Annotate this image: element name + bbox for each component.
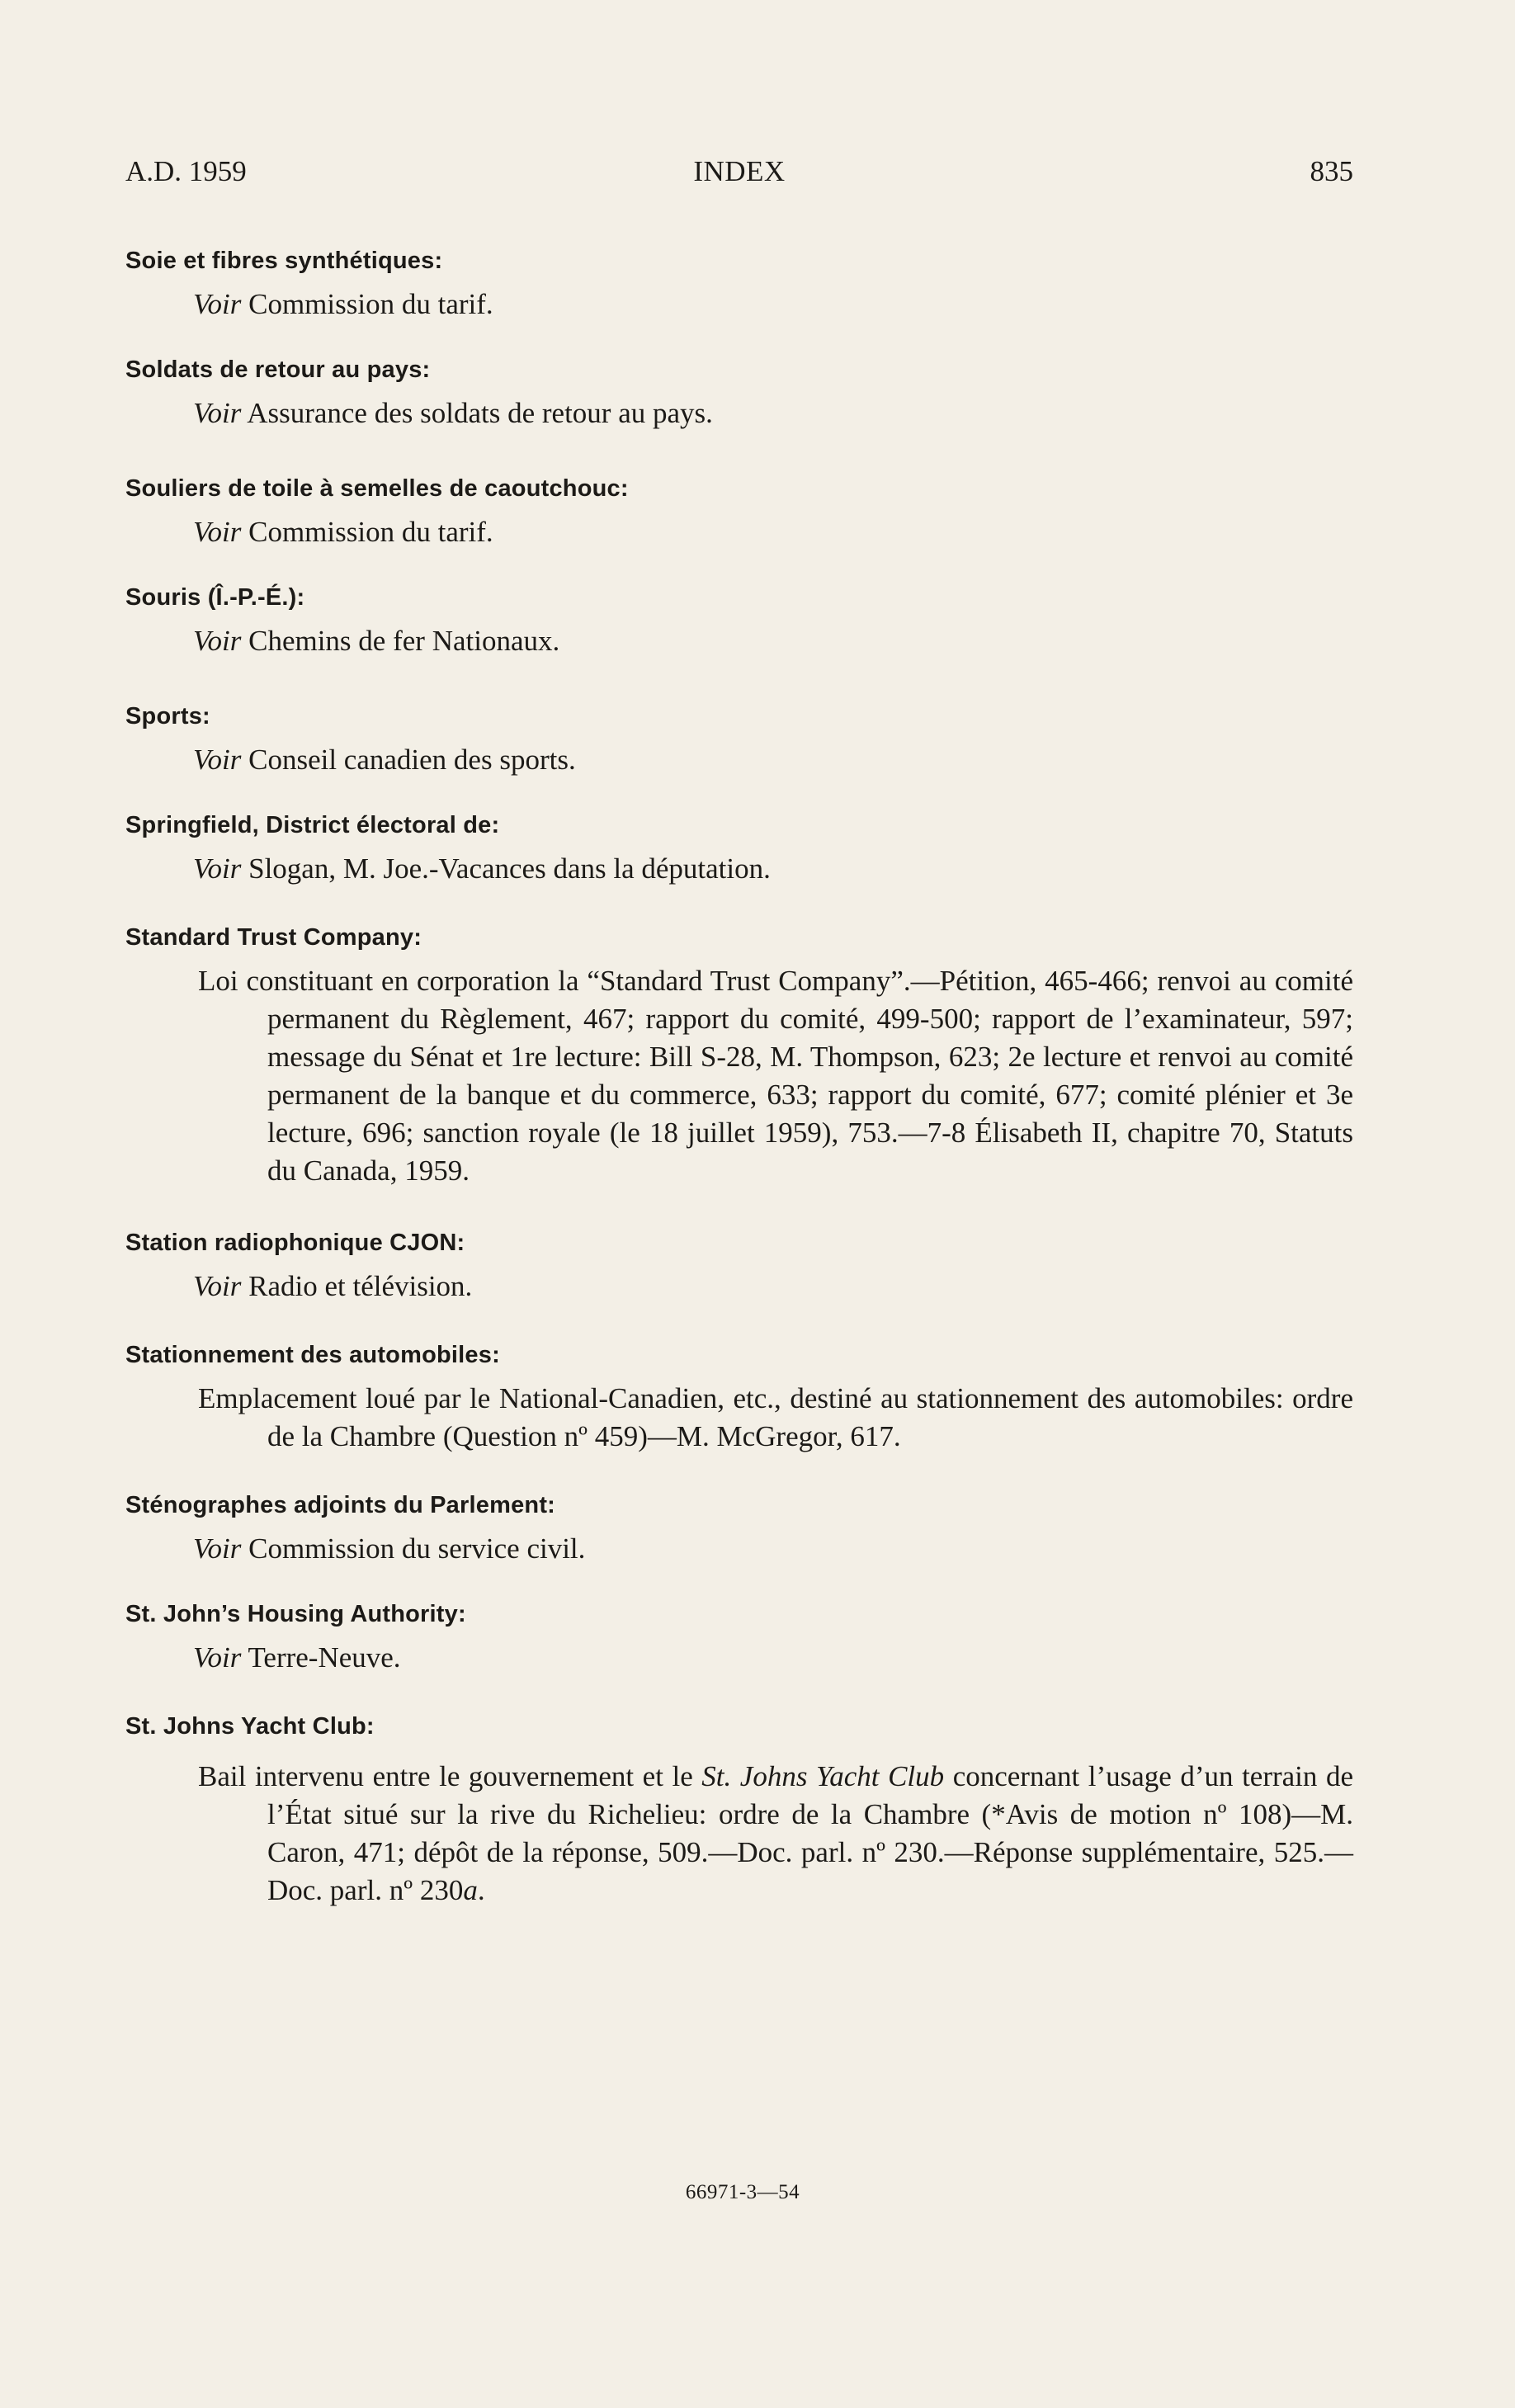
index-entry [125,1339,1353,1456]
entry-heading: Stationnement des automobiles: [125,1342,500,1368]
entry-text-italic: a [463,1874,478,1906]
entry-reference: Radio et télévision. [248,1270,473,1302]
entry-body [193,513,1353,551]
entry-heading: Souris (Î.-P.-É.): [125,584,305,611]
voir-label: Voir [193,1641,242,1674]
entry-reference: Chemins de fer Nationaux. [248,625,560,657]
page-header [125,153,1353,190]
index-entries [125,244,1353,1910]
entry-reference: Assurance des soldats de retour au pays. [247,397,713,429]
index-entry [125,472,1353,551]
entry-body [193,741,1353,779]
voir-label: Voir [193,1270,242,1302]
entry-heading: Springfield, District électoral de: [125,812,500,838]
entry-reference: Commission du service civil. [248,1532,586,1565]
index-entry [125,1489,1353,1568]
index-entry [125,353,1353,432]
entry-body [198,1758,1353,1910]
entry-reference: Commission du tarif. [248,288,493,320]
entry-heading: Sports: [125,703,210,729]
entry-text-part: . [477,1874,485,1906]
entry-reference: Conseil canadien des sports. [248,744,576,776]
index-entry [125,700,1353,779]
entry-heading: Soie et fibres synthétiques: [125,248,443,274]
entry-reference: Commission du tarif. [248,516,493,548]
entry-heading: St. Johns Yacht Club: [125,1713,375,1740]
voir-label: Voir [193,516,242,548]
entry-body [193,850,1353,888]
footer-print-code: 66971-3—54 [685,2181,800,2203]
voir-label: Voir [193,625,242,657]
voir-label: Voir [193,1532,242,1565]
index-entry [125,809,1353,888]
header-year: A.D. 1959 [125,155,247,187]
entry-reference: Slogan, M. Joe.-Vacances dans la députation. [248,852,771,885]
index-entry [125,1598,1353,1677]
entry-text-part: concernant l’usage d’un terrain de l’État situé sur la rive du Richelieu: ordre de la Chambre (*Avis de motion nº 108)—M. Caron, 471; dépôt de la réponse, 509.—Doc. parl. nº 230.—Réponse supplémentaire, 525.—Doc. parl. nº 230 [267,1760,1353,1906]
entry-heading: St. John’s Housing Authority: [125,1601,466,1627]
entry-heading: Standard Trust Company: [125,924,422,951]
entry-text-italic: St. Johns Yacht Club [701,1760,945,1792]
index-entry [125,1226,1353,1306]
entry-body [193,394,1353,432]
entry-heading: Soldats de retour au pays: [125,356,431,383]
index-entry [125,1710,1353,1910]
index-entry [125,244,1353,323]
voir-label: Voir [193,744,242,776]
entry-body [193,1530,1353,1568]
entry-heading: Souliers de toile à semelles de caoutchouc: [125,475,629,502]
voir-label: Voir [193,288,242,320]
entry-body: Emplacement loué par le National-Canadien, etc., destiné au stationnement des automobiles: ordre de la Chambre (Question nº 459)—M. McGregor, 617. [198,1382,1353,1452]
entry-body: Loi constituant en corporation la “Standard Trust Company”.—Pétition, 465-466; renvoi au comité permanent du Règlement, 467; rapport du comité, 499-500; rapport de l’examinateur, 597; message du Sénat et 1re lecture: Bill S-28, M. Thompson, 623; 2e lecture et renvoi au comité permanent de la banque et du commerce, 633; rapport du comité, 677; comité plénier et 3e lecture, 696; sanction royale (le 18 juillet 1959), 753.—7-8 Élisabeth II, chapitre 70, Statuts du Canada, 1959. [198,965,1353,1187]
entry-body [193,1639,1353,1677]
entry-body [193,286,1353,323]
header-page-number: 835 [1310,155,1353,187]
entry-reference: Terre-Neuve. [248,1641,401,1674]
voir-label: Voir [193,852,242,885]
voir-label: Voir [193,397,242,429]
header-title: INDEX [693,155,786,187]
entry-heading: Sténographes adjoints du Parlement: [125,1492,556,1518]
entry-body [193,622,1353,660]
index-entry [125,581,1353,660]
index-entry [125,921,1353,1190]
entry-text-part: Bail intervenu entre le gouvernement et le [198,1760,702,1792]
entry-heading: Station radiophonique CJON: [125,1230,465,1256]
entry-body [193,1268,1353,1306]
